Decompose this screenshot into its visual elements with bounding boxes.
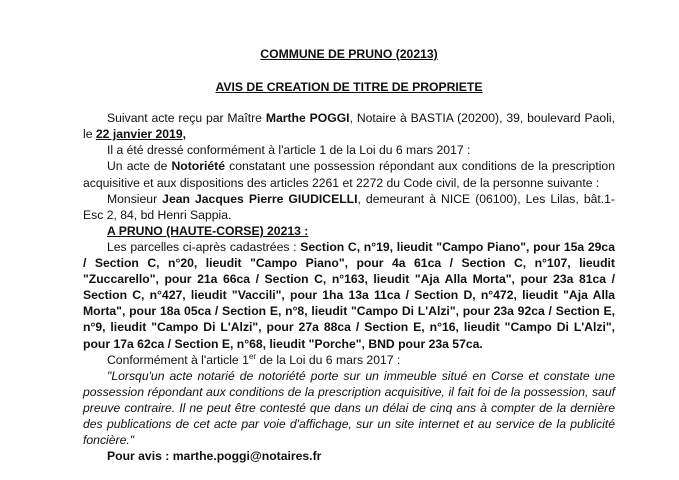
act-date: 22 janvier 2019 xyxy=(95,127,183,142)
parcels-intro: Les parcelles ci-après cadastrées : xyxy=(107,239,301,254)
notoriete-post: constatant une possession répondant aux conditions de la prescription acquisitive et aux dispositions des articles 2261 et 2272 du Code civil, de la personne suivante : xyxy=(83,159,615,190)
avis-title: AVIS DE CREATION DE TITRE DE PROPRIETE xyxy=(215,80,483,95)
location-text: A PRUNO (HAUTE-CORSE) 20213 : xyxy=(107,223,309,238)
owner-paragraph xyxy=(83,191,615,223)
law-paragraph: Il a été dressé conformément à l'article 1 de la Loi du 6 mars 2017 : xyxy=(107,143,471,158)
footer-text: Pour avis : marthe.poggi@notaires.fr xyxy=(107,449,322,464)
conform-paragraph xyxy=(83,352,615,368)
parcels-list: Section C, n°19, lieudit "Campo Piano", pour 15a 29ca / Section C, n°20, lieudit "Campo Piano", pour 4a 61ca / Section C, n°107, lieudit "Zuccarello", pour 21a 66ca / Section C, n°163, lieudit "Aja Alla Morta", pour 23a 81ca / Section C, n°427, lieudit "Vaccili", pour 1ha 13a 11ca / Section D, n°472, lieudit "Aja Alla Morta", pour 18a 05ca / Section E, n°8, lieudit "Campo Di L'Alzi", pour 23a 92ca / Section E, n°9, lieudit "Campo Di L'Alzi", pour 27a 88ca / Section E, n°16, lieudit "Campo Di L'Alzi", pour 17a 62ca / Section E, n°68, lieudit "Porche", BND pour 23a 57ca. xyxy=(83,239,615,351)
conform-post: de la Loi du 6 mars 2017 : xyxy=(256,352,401,367)
notoriete-pre: Un acte de xyxy=(107,159,172,174)
location-heading xyxy=(83,223,615,239)
footer-contact xyxy=(83,448,615,464)
notoriete-word: Notoriété xyxy=(171,159,225,174)
notoriete-paragraph xyxy=(83,158,615,190)
parcels-paragraph xyxy=(83,239,615,352)
owner-title: Monsieur xyxy=(107,191,163,206)
intro-end: , xyxy=(182,127,187,142)
commune-title: COMMUNE DE PRUNO (20213) xyxy=(260,47,438,61)
notaire-name: Marthe POGGI xyxy=(265,111,350,126)
conform-pre: Conformément à l'article 1 xyxy=(107,352,249,367)
conform-sup: er xyxy=(248,351,256,361)
intro-text: Suivant acte reçu par Maître xyxy=(107,111,266,126)
intro-address: , Notaire à BASTIA (20200), 39, boulevard Paoli, le xyxy=(83,111,616,142)
owner-address: , demeurant à NICE (06100), Les Lilas, bât.1-Esc 2, 84, bd Henri Sappia. xyxy=(83,191,615,222)
law-quote: "Lorsqu'un acte notarié de notoriété porte sur un immeuble situé en Corse et constate une possession répondant aux conditions de la prescription acquisitive, il fait foi de la possession, sauf preuve contraire. Il ne peut être contesté que dans un délai de cinq ans à compter de la dernière des publications de cet acte par voie d'affichage, sur un site internet et au service de la publicité foncière." xyxy=(83,368,615,448)
intro-paragraph xyxy=(83,110,615,142)
owner-name: Jean Jacques Pierre GIUDICELLI xyxy=(162,191,358,206)
